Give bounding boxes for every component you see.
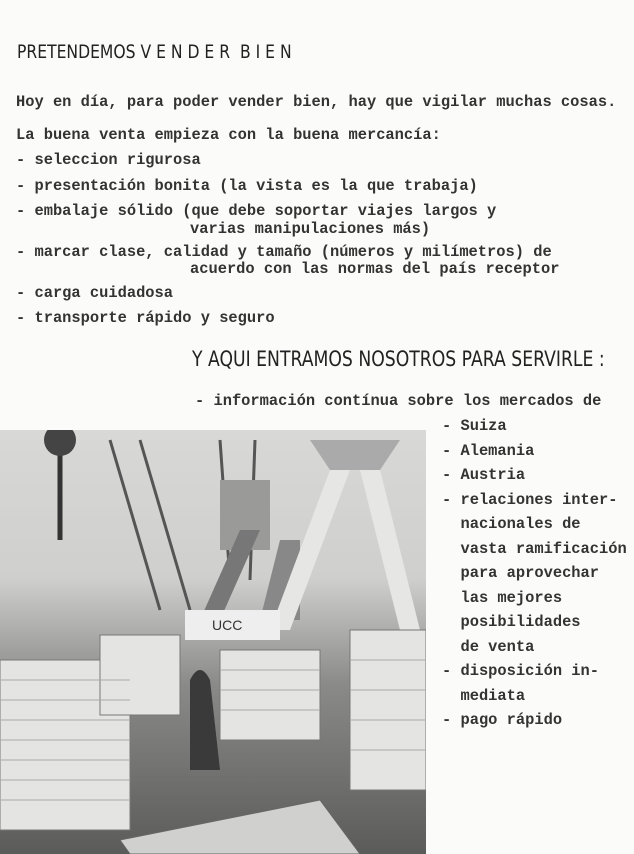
harbor-photo [0,430,426,854]
requirement-item: - marcar clase, calidad y tamaño (números y milímetros) de [16,243,552,261]
requirement-item-continued: acuerdo con las normas del país receptor [190,260,560,278]
service-item: - disposición in- [442,662,600,680]
crane-lattice-icon [110,440,190,610]
requirement-item: - carga cuidadosa [16,284,174,302]
service-item: las mejores [442,588,563,607]
service-item: - Suiza [442,417,507,435]
service-item: para aprovechar [442,564,600,582]
requirement-item: - transporte rápido y seguro [16,309,275,327]
requirement-item: - embalaje sólido (que debe soportar viajes largos y [16,202,497,220]
requirement-item-continued: varias manipulaciones más) [190,220,431,238]
intro-text: Hoy en día, para poder vender bien, hay que vigilar muchas cosas. [16,93,617,111]
service-item: de venta [442,637,535,656]
requirement-item: - seleccion rigurosa [16,151,201,169]
service-item: - Austria [442,466,526,484]
dock-worker [190,670,220,770]
services-intro: - información contínua sobre los mercados de [195,392,602,410]
photo-sign: UCC [212,617,243,633]
service-item: mediata [442,686,526,705]
service-item: nacionales de [442,515,581,533]
lead-text: La buena venta empieza con la buena mercancía: [16,126,441,144]
service-item: posibilidades [442,613,581,631]
page-title: PRETENDEMOS V E N D E R B I E N [17,41,292,63]
requirement-item: - presentación bonita (la vista es la que trabaja) [16,177,478,195]
service-item: vasta ramificación [442,539,627,558]
service-item: - Alemania [442,441,535,460]
service-item: - pago rápido [442,711,563,729]
harbor-photo-image [0,430,426,854]
services-heading: Y AQUI ENTRAMOS NOSOTROS PARA SERVIRLE : [192,347,605,371]
service-item: - relaciones inter- [442,490,618,509]
